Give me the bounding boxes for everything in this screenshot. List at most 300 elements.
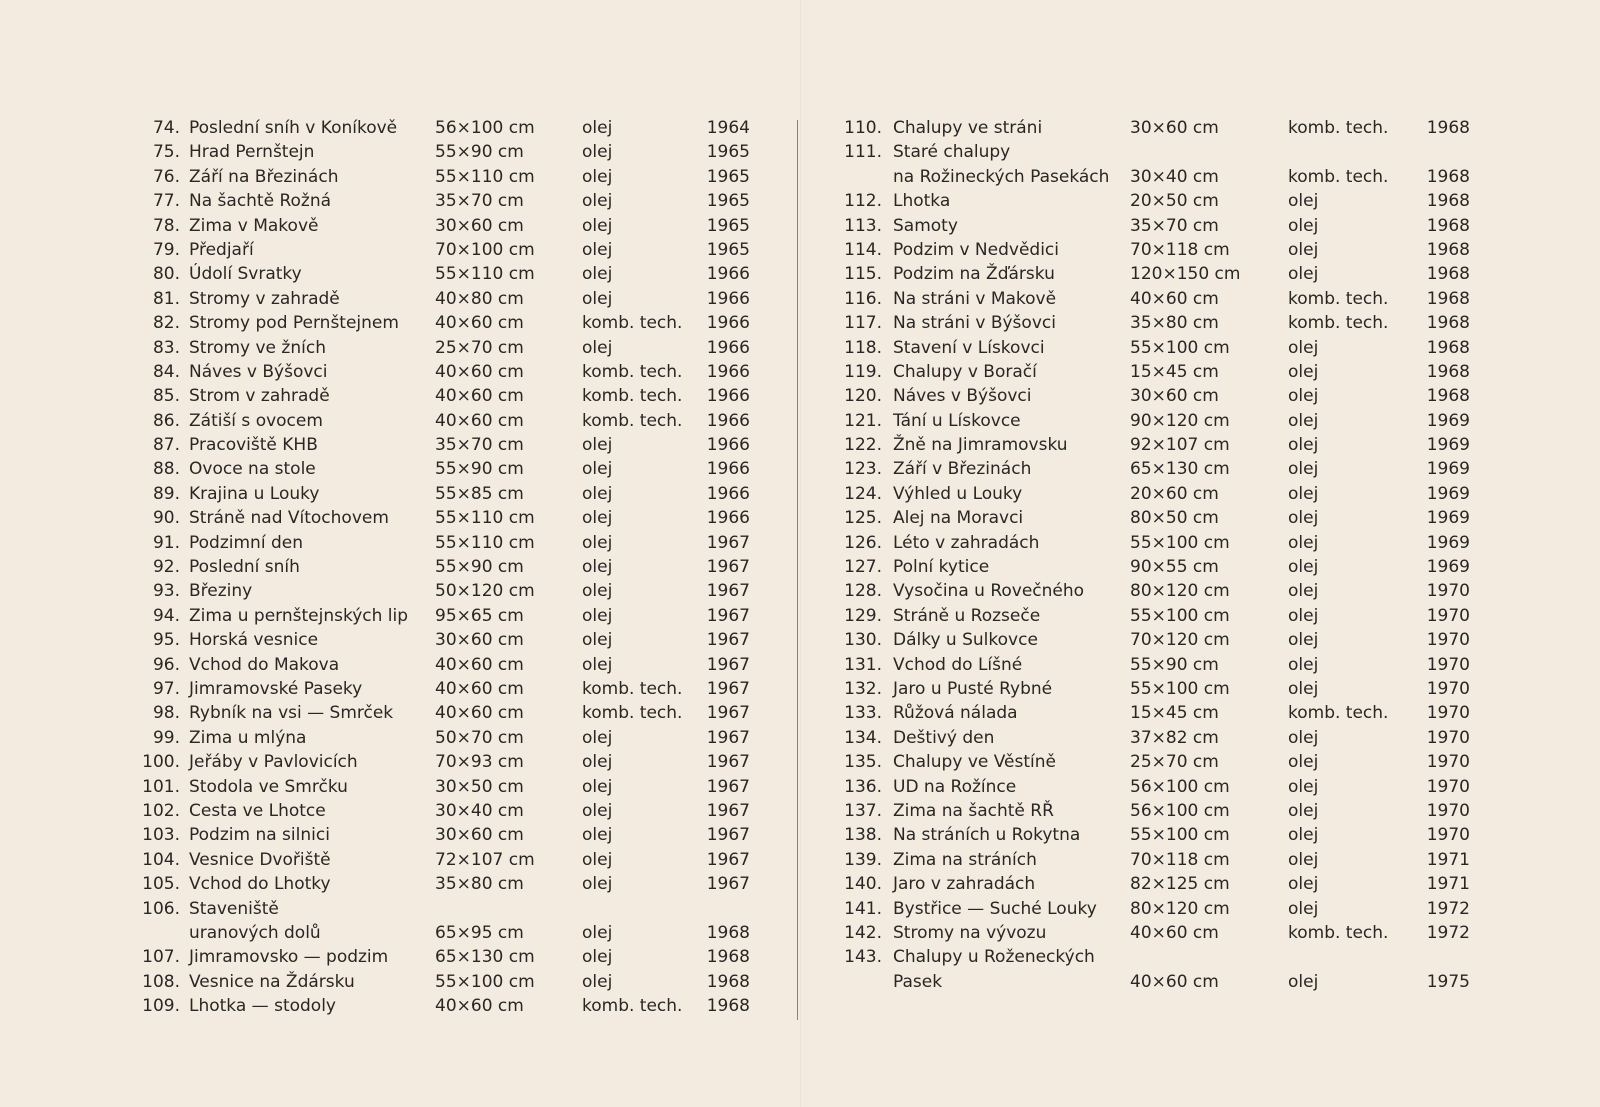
artwork-dimensions: 55×100 cm xyxy=(1130,532,1230,553)
artwork-technique: olej xyxy=(1288,630,1319,651)
artwork-title: Pasek xyxy=(893,971,943,992)
artwork-technique: olej xyxy=(582,654,613,675)
artwork-year: 1970 xyxy=(1426,630,1470,651)
artwork-technique: olej xyxy=(1288,532,1319,553)
entry-number: 98. xyxy=(152,703,180,724)
entry-number: 122. xyxy=(844,435,882,456)
entry-number: 105. xyxy=(142,874,180,895)
artwork-dimensions: 55×90 cm xyxy=(435,459,524,480)
artwork-dimensions: 56×100 cm xyxy=(1130,800,1230,821)
artwork-year: 1965 xyxy=(706,215,750,236)
artwork-title: Září na Březinách xyxy=(189,166,339,187)
artwork-year: 1966 xyxy=(706,435,750,456)
artwork-technique: olej xyxy=(1288,825,1319,846)
entry-number: 138. xyxy=(844,825,882,846)
artwork-dimensions: 25×70 cm xyxy=(435,337,524,358)
artwork-dimensions: 70×93 cm xyxy=(435,752,524,773)
artwork-technique: olej xyxy=(582,922,613,943)
entry-number: 93. xyxy=(152,581,180,602)
artwork-dimensions: 35×70 cm xyxy=(1130,215,1219,236)
entry-number: 129. xyxy=(844,605,882,626)
artwork-title: Tání u Lískovce xyxy=(893,410,1021,431)
entry-number: 132. xyxy=(844,678,882,699)
entry-number: 78. xyxy=(152,215,180,236)
artwork-dimensions: 40×80 cm xyxy=(435,288,524,309)
entry-number: 100. xyxy=(142,752,180,773)
artwork-year: 1967 xyxy=(706,800,750,821)
artwork-title: Stromy ve žních xyxy=(189,337,326,358)
artwork-dimensions: 25×70 cm xyxy=(1130,752,1219,773)
artwork-title: Jaro u Pusté Rybné xyxy=(893,678,1053,699)
artwork-year: 1970 xyxy=(1426,605,1470,626)
artwork-title: Vchod do Makova xyxy=(189,654,340,675)
entry-number: 79. xyxy=(152,239,180,260)
artwork-year: 1968 xyxy=(1426,264,1470,285)
artwork-dimensions: 80×120 cm xyxy=(1130,898,1230,919)
artwork-technique: olej xyxy=(582,264,613,285)
artwork-dimensions: 55×110 cm xyxy=(435,508,535,529)
artwork-title: Bystřice — Suché Louky xyxy=(893,898,1097,919)
artwork-title: Jimramovské Paseky xyxy=(189,678,363,699)
artwork-technique: olej xyxy=(582,166,613,187)
artwork-technique: komb. tech. xyxy=(1288,313,1389,334)
artwork-technique: olej xyxy=(1288,459,1319,480)
artwork-year: 1969 xyxy=(1426,557,1470,578)
artwork-technique: olej xyxy=(1288,410,1319,431)
entry-number: 94. xyxy=(152,605,180,626)
entry-number: 120. xyxy=(844,386,882,407)
artwork-dimensions: 40×60 cm xyxy=(1130,288,1219,309)
artwork-title: Pracoviště KHB xyxy=(189,435,318,456)
artwork-dimensions: 20×50 cm xyxy=(1130,191,1219,212)
artwork-dimensions: 55×100 cm xyxy=(1130,825,1230,846)
entry-number: 110. xyxy=(844,118,882,138)
artwork-title: Náves v Býšovci xyxy=(189,361,328,382)
artwork-dimensions: 37×82 cm xyxy=(1130,727,1219,748)
entry-number: 127. xyxy=(844,557,882,578)
artwork-title: Růžová nálada xyxy=(893,703,1018,724)
artwork-year: 1967 xyxy=(706,581,750,602)
entry-number: 143. xyxy=(844,947,882,968)
artwork-title: Stromy v zahradě xyxy=(189,288,340,309)
artwork-year: 1967 xyxy=(706,630,750,651)
artwork-title: Stromy na vývozu xyxy=(893,922,1047,943)
artwork-title: Rybník na vsi — Smrček xyxy=(189,703,394,724)
artwork-title: Chalupy ve stráni xyxy=(893,118,1043,138)
artwork-title: Žně na Jimramovsku xyxy=(893,435,1068,456)
artwork-technique: olej xyxy=(1288,239,1319,260)
artwork-technique: olej xyxy=(1288,264,1319,285)
artwork-year: 1968 xyxy=(1426,361,1470,382)
artwork-technique: olej xyxy=(1288,605,1319,626)
artwork-title: Léto v zahradách xyxy=(893,532,1040,553)
artwork-dimensions: 35×80 cm xyxy=(1130,313,1219,334)
artwork-dimensions: 90×55 cm xyxy=(1130,557,1219,578)
artwork-dimensions: 70×118 cm xyxy=(1130,849,1230,870)
artwork-year: 1969 xyxy=(1426,459,1470,480)
artwork-dimensions: 50×70 cm xyxy=(435,727,524,748)
artwork-technique: olej xyxy=(1288,776,1319,797)
artwork-technique: komb. tech. xyxy=(582,678,683,699)
artwork-dimensions: 15×45 cm xyxy=(1130,703,1219,724)
artwork-year: 1968 xyxy=(1426,215,1470,236)
artwork-technique: komb. tech. xyxy=(582,361,683,382)
artwork-year: 1966 xyxy=(706,508,750,529)
artwork-title: Staveniště xyxy=(189,898,279,919)
entry-number: 82. xyxy=(152,313,180,334)
entry-number: 134. xyxy=(844,727,882,748)
artwork-technique: komb. tech. xyxy=(1288,703,1389,724)
artwork-year: 1965 xyxy=(706,239,750,260)
artwork-year: 1968 xyxy=(706,947,750,968)
artwork-dimensions: 90×120 cm xyxy=(1130,410,1230,431)
entry-number: 137. xyxy=(844,800,882,821)
entry-number: 96. xyxy=(152,654,180,675)
entry-number: 92. xyxy=(152,557,180,578)
artwork-dimensions: 55×110 cm xyxy=(435,166,535,187)
artwork-title: Stromy pod Pernštejnem xyxy=(189,313,399,334)
artwork-title: Samoty xyxy=(893,215,958,236)
entry-number: 103. xyxy=(142,825,180,846)
artwork-technique: komb. tech. xyxy=(582,386,683,407)
artwork-title: Staré chalupy xyxy=(893,142,1011,163)
entry-number: 108. xyxy=(142,971,180,992)
artwork-year: 1969 xyxy=(1426,410,1470,431)
artwork-year: 1966 xyxy=(706,361,750,382)
entry-number: 104. xyxy=(142,849,180,870)
column-divider xyxy=(797,120,798,1020)
artwork-technique: komb. tech. xyxy=(582,313,683,334)
artwork-dimensions: 30×60 cm xyxy=(1130,386,1219,407)
artwork-technique: olej xyxy=(1288,483,1319,504)
artwork-technique: olej xyxy=(582,288,613,309)
artwork-year: 1966 xyxy=(706,288,750,309)
artwork-technique: olej xyxy=(582,459,613,480)
artwork-technique: olej xyxy=(1288,678,1319,699)
artwork-dimensions: 55×90 cm xyxy=(435,557,524,578)
artwork-title: Horská vesnice xyxy=(189,630,319,651)
entry-number: 123. xyxy=(844,459,882,480)
artwork-year: 1965 xyxy=(706,142,750,163)
artwork-technique: olej xyxy=(582,483,613,504)
artwork-technique: olej xyxy=(582,800,613,821)
artwork-year: 1966 xyxy=(706,337,750,358)
artwork-title: Krajina u Louky xyxy=(189,483,320,504)
artwork-title: Jaro v zahradách xyxy=(893,874,1036,895)
artwork-dimensions: 80×50 cm xyxy=(1130,508,1219,529)
entry-number: 124. xyxy=(844,483,882,504)
artwork-title: Podzim na Žďársku xyxy=(893,264,1055,285)
artwork-title: Lhotka — stodoly xyxy=(189,996,336,1017)
artwork-technique: olej xyxy=(582,337,613,358)
artwork-technique: olej xyxy=(1288,752,1319,773)
entry-number: 95. xyxy=(152,630,180,651)
entry-number: 77. xyxy=(152,191,180,212)
artwork-year: 1970 xyxy=(1426,703,1470,724)
artwork-title: Zima v Makově xyxy=(189,215,319,236)
artwork-technique: komb. tech. xyxy=(1288,922,1389,943)
artwork-year: 1968 xyxy=(706,996,750,1017)
artwork-title: Vchod do Líšné xyxy=(893,654,1023,675)
artwork-title: Vesnice Dvořiště xyxy=(189,849,331,870)
entry-number: 121. xyxy=(844,410,882,431)
entry-number: 111. xyxy=(844,142,882,163)
artwork-year: 1966 xyxy=(706,313,750,334)
artwork-dimensions: 20×60 cm xyxy=(1130,483,1219,504)
artwork-year: 1970 xyxy=(1426,727,1470,748)
artwork-dimensions: 95×65 cm xyxy=(435,605,524,626)
artwork-dimensions: 56×100 cm xyxy=(1130,776,1230,797)
artwork-year: 1967 xyxy=(706,825,750,846)
entry-number: 133. xyxy=(844,703,882,724)
artwork-technique: olej xyxy=(582,581,613,602)
entry-number: 131. xyxy=(844,654,882,675)
artwork-year: 1968 xyxy=(706,922,750,943)
artwork-title: Podzimní den xyxy=(189,532,303,553)
artwork-dimensions: 30×60 cm xyxy=(435,215,524,236)
artwork-technique: olej xyxy=(582,971,613,992)
artwork-technique: olej xyxy=(1288,800,1319,821)
entry-number: 75. xyxy=(152,142,180,163)
artwork-title: Výhled u Louky xyxy=(893,483,1023,504)
artwork-technique: olej xyxy=(582,727,613,748)
artwork-dimensions: 40×60 cm xyxy=(435,410,524,431)
artwork-year: 1967 xyxy=(706,703,750,724)
entry-number: 119. xyxy=(844,361,882,382)
entry-number: 139. xyxy=(844,849,882,870)
entry-number: 99. xyxy=(152,727,180,748)
artwork-title: Poslední sníh v Koníkově xyxy=(189,118,398,138)
artwork-dimensions: 82×125 cm xyxy=(1130,874,1230,895)
entry-number: 130. xyxy=(844,630,882,651)
artwork-dimensions: 40×60 cm xyxy=(435,361,524,382)
artwork-year: 1967 xyxy=(706,776,750,797)
artwork-year: 1966 xyxy=(706,386,750,407)
artwork-technique: olej xyxy=(582,630,613,651)
artwork-year: 1966 xyxy=(706,410,750,431)
artwork-dimensions: 65×95 cm xyxy=(435,922,524,943)
artwork-year: 1975 xyxy=(1426,971,1470,992)
artwork-year: 1966 xyxy=(706,264,750,285)
artwork-title: Chalupy v Boračí xyxy=(893,361,1037,382)
entry-number: 126. xyxy=(844,532,882,553)
artwork-year: 1970 xyxy=(1426,581,1470,602)
artwork-year: 1967 xyxy=(706,532,750,553)
entry-number: 125. xyxy=(844,508,882,529)
artwork-dimensions: 80×120 cm xyxy=(1130,581,1230,602)
artwork-dimensions: 30×40 cm xyxy=(435,800,524,821)
artwork-year: 1969 xyxy=(1426,435,1470,456)
artwork-dimensions: 30×60 cm xyxy=(1130,118,1219,138)
artwork-title: Jimramovsko — podzim xyxy=(189,947,389,968)
artwork-dimensions: 56×100 cm xyxy=(435,118,535,138)
artwork-title: Podzim v Nedvědici xyxy=(893,239,1059,260)
artwork-year: 1967 xyxy=(706,874,750,895)
entry-number: 114. xyxy=(844,239,882,260)
artwork-dimensions: 55×100 cm xyxy=(1130,678,1230,699)
entry-number: 142. xyxy=(844,922,882,943)
artwork-technique: olej xyxy=(1288,191,1319,212)
entry-number: 97. xyxy=(152,678,180,699)
entry-number: 141. xyxy=(844,898,882,919)
artwork-technique: olej xyxy=(582,239,613,260)
artwork-dimensions: 30×60 cm xyxy=(435,825,524,846)
artwork-title: Stráně u Rozseče xyxy=(893,605,1041,626)
artwork-technique: olej xyxy=(582,191,613,212)
artwork-technique: olej xyxy=(582,947,613,968)
artwork-dimensions: 35×80 cm xyxy=(435,874,524,895)
artwork-year: 1968 xyxy=(1426,166,1470,187)
entry-number: 117. xyxy=(844,313,882,334)
artwork-dimensions: 70×100 cm xyxy=(435,239,535,260)
entry-number: 91. xyxy=(152,532,180,553)
artwork-year: 1968 xyxy=(1426,313,1470,334)
artwork-dimensions: 55×110 cm xyxy=(435,532,535,553)
entry-number: 107. xyxy=(142,947,180,968)
artwork-technique: olej xyxy=(1288,337,1319,358)
artwork-title: Polní kytice xyxy=(893,557,990,578)
artwork-technique: olej xyxy=(582,849,613,870)
entry-number: 80. xyxy=(152,264,180,285)
artwork-technique: olej xyxy=(582,557,613,578)
artwork-technique: olej xyxy=(582,508,613,529)
artwork-technique: komb. tech. xyxy=(1288,166,1389,187)
artwork-year: 1966 xyxy=(706,483,750,504)
artwork-dimensions: 40×60 cm xyxy=(435,313,524,334)
artwork-title: Alej na Moravci xyxy=(893,508,1024,529)
artwork-year: 1967 xyxy=(706,727,750,748)
entry-number: 89. xyxy=(152,483,180,504)
artwork-title: Vesnice na Ždársku xyxy=(189,971,355,992)
artwork-technique: olej xyxy=(582,215,613,236)
artwork-dimensions: 65×130 cm xyxy=(435,947,535,968)
artwork-technique: olej xyxy=(1288,361,1319,382)
page-fold xyxy=(800,0,802,1107)
artwork-dimensions: 35×70 cm xyxy=(435,191,524,212)
artwork-title: UD na Rožínce xyxy=(893,776,1017,797)
artwork-dimensions: 40×60 cm xyxy=(435,996,524,1017)
artwork-technique: olej xyxy=(582,874,613,895)
artwork-technique: olej xyxy=(582,605,613,626)
artwork-title: Stavení v Lískovci xyxy=(893,337,1045,358)
artwork-technique: olej xyxy=(1288,874,1319,895)
entry-number: 128. xyxy=(844,581,882,602)
entry-number: 101. xyxy=(142,776,180,797)
artwork-technique: olej xyxy=(1288,654,1319,675)
artwork-title: Březiny xyxy=(189,581,253,602)
artwork-year: 1967 xyxy=(706,605,750,626)
artwork-technique: olej xyxy=(1288,849,1319,870)
artwork-title: uranových dolů xyxy=(189,922,321,943)
artwork-year: 1971 xyxy=(1426,849,1470,870)
artwork-dimensions: 30×60 cm xyxy=(435,630,524,651)
artwork-year: 1968 xyxy=(1426,118,1470,138)
artwork-year: 1964 xyxy=(706,118,750,138)
entry-number: 106. xyxy=(142,898,180,919)
entry-number: 76. xyxy=(152,166,180,187)
artwork-title: Dálky u Sulkovce xyxy=(893,630,1038,651)
entry-number: 115. xyxy=(844,264,882,285)
artwork-title: Na šachtě Rožná xyxy=(189,191,332,212)
entry-number: 84. xyxy=(152,361,180,382)
artwork-title: na Rožineckých Pasekách xyxy=(893,166,1110,187)
entry-number: 85. xyxy=(152,386,180,407)
artwork-dimensions: 50×120 cm xyxy=(435,581,535,602)
artwork-technique: olej xyxy=(1288,435,1319,456)
artwork-year: 1967 xyxy=(706,752,750,773)
artwork-title: Stodola ve Smrčku xyxy=(189,776,348,797)
artwork-technique: olej xyxy=(582,752,613,773)
artwork-title: Zátiší s ovocem xyxy=(189,410,323,431)
artwork-year: 1965 xyxy=(706,191,750,212)
entry-number: 118. xyxy=(844,337,882,358)
entry-number: 116. xyxy=(844,288,882,309)
artwork-technique: komb. tech. xyxy=(582,410,683,431)
artwork-technique: olej xyxy=(1288,727,1319,748)
entry-number: 112. xyxy=(844,191,882,212)
artwork-title: Chalupy u Roženeckých xyxy=(893,947,1095,968)
artwork-year: 1968 xyxy=(1426,288,1470,309)
artwork-technique: olej xyxy=(1288,971,1319,992)
artwork-title: Chalupy ve Věstíně xyxy=(893,752,1056,773)
artwork-title: Na stráních u Rokytna xyxy=(893,825,1081,846)
artwork-dimensions: 40×60 cm xyxy=(435,678,524,699)
artwork-technique: olej xyxy=(582,142,613,163)
artwork-title: Vchod do Lhotky xyxy=(189,874,331,895)
artwork-year: 1970 xyxy=(1426,800,1470,821)
artwork-title: Stráně nad Vítochovem xyxy=(189,508,389,529)
entry-number: 88. xyxy=(152,459,180,480)
artwork-title: Září v Březinách xyxy=(893,459,1032,480)
artwork-year: 1968 xyxy=(1426,386,1470,407)
artwork-technique: olej xyxy=(1288,557,1319,578)
artwork-year: 1968 xyxy=(1426,239,1470,260)
artwork-technique: komb. tech. xyxy=(1288,288,1389,309)
artwork-title: Zima na šachtě RŘ xyxy=(893,800,1054,821)
artwork-technique: olej xyxy=(582,435,613,456)
entry-number: 135. xyxy=(844,752,882,773)
artwork-dimensions: 55×90 cm xyxy=(1130,654,1219,675)
entry-number: 102. xyxy=(142,800,180,821)
artwork-year: 1967 xyxy=(706,678,750,699)
artwork-year: 1969 xyxy=(1426,532,1470,553)
artwork-title: Zima na stráních xyxy=(893,849,1037,870)
entry-number: 74. xyxy=(152,118,180,138)
artwork-dimensions: 55×100 cm xyxy=(435,971,535,992)
artwork-year: 1970 xyxy=(1426,776,1470,797)
artwork-title: Ovoce na stole xyxy=(189,459,316,480)
artwork-technique: olej xyxy=(1288,581,1319,602)
entry-number: 109. xyxy=(142,996,180,1017)
artwork-year: 1972 xyxy=(1426,922,1470,943)
artwork-technique: olej xyxy=(1288,898,1319,919)
entry-number: 81. xyxy=(152,288,180,309)
artwork-technique: komb. tech. xyxy=(1288,118,1389,138)
artwork-title: Jeřáby v Pavlovicích xyxy=(189,752,358,773)
artwork-year: 1970 xyxy=(1426,654,1470,675)
artwork-year: 1967 xyxy=(706,557,750,578)
artwork-year: 1971 xyxy=(1426,874,1470,895)
artwork-title: Zima u mlýna xyxy=(189,727,307,748)
artwork-title: Údolí Svratky xyxy=(189,264,302,285)
artwork-title: Lhotka xyxy=(893,191,951,212)
artwork-dimensions: 70×118 cm xyxy=(1130,239,1230,260)
artwork-dimensions: 72×107 cm xyxy=(435,849,535,870)
entry-number: 136. xyxy=(844,776,882,797)
artwork-year: 1969 xyxy=(1426,483,1470,504)
artwork-technique: komb. tech. xyxy=(582,703,683,724)
artwork-title: Strom v zahradě xyxy=(189,386,330,407)
